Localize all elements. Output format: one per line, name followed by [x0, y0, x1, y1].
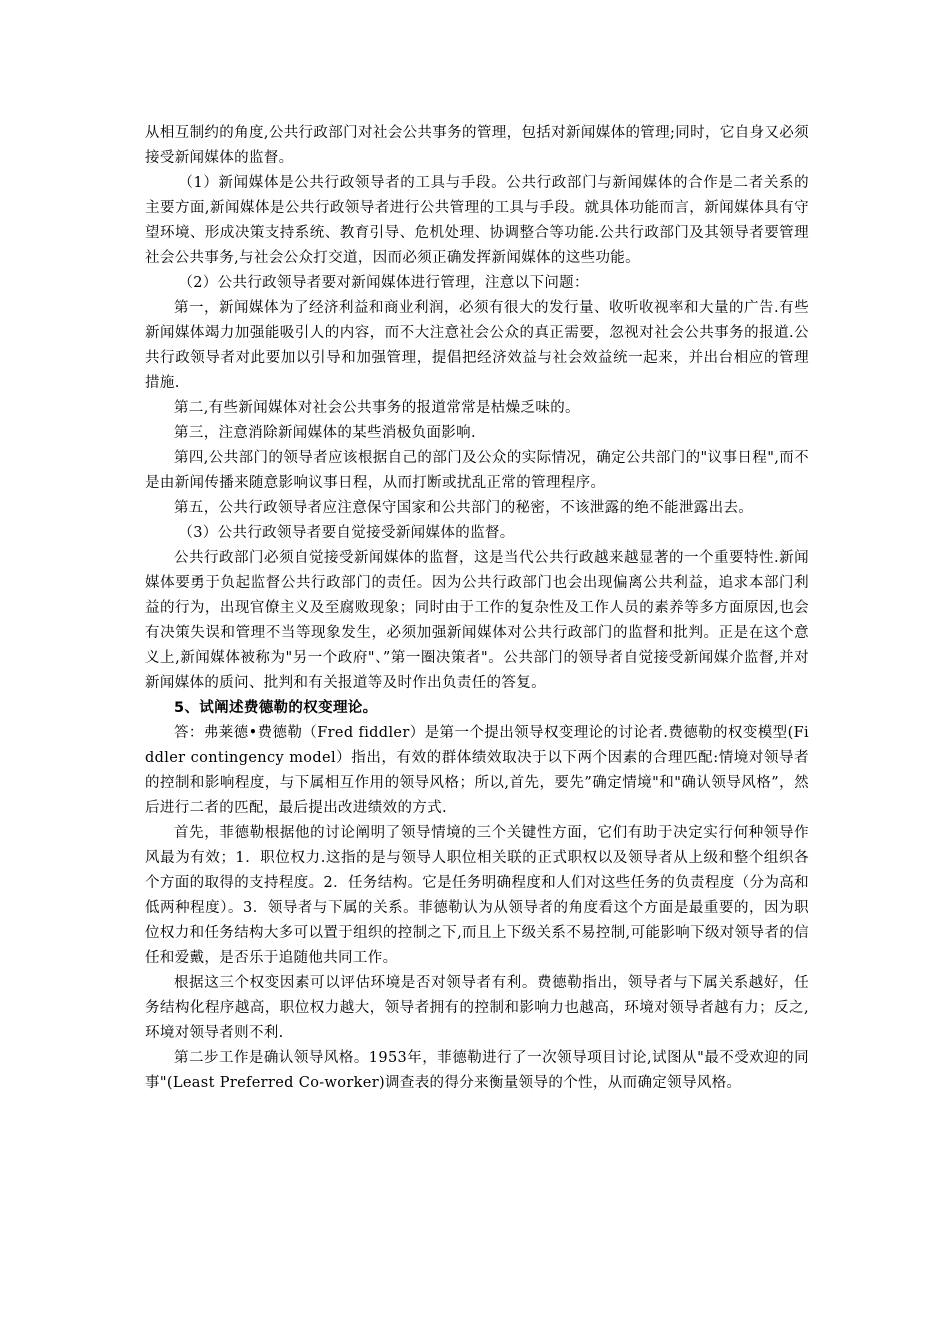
paragraph-point-3: （3）公共行政领导者要自觉接受新闻媒体的监督。: [178, 525, 515, 541]
paragraph-step-two: 第二步工作是确认领导风格。1953年，菲德勒进行了一次领导项目讨论,试图从"最不受欢迎的同事"(Least Preferred Co-worker)调查表的得分来衡量领导的个性，从而确定领导风格。: [145, 1050, 809, 1091]
paragraph-situation-factors: 首先，菲德勒根据他的讨论阐明了领导情境的三个关键性方面，它们有助于决定实行何种领导作风最为有效；1．职位权力.这指的是与领导人职位相关联的正式职权以及领导者从上级和整个组织各个方面的取得的支持程度。2．任务结构。它是任务明确程度和人们对这些任务的负责程度（分为高和低两种程度）。3．领导者与下属的关系。菲德勒认为从领导者的角度看这个方面是最重要的，因为职位权力和任务结构大多可以置于组织的控制之下,而且上下级关系不易控制,可能影响下级对领导者的信任和爱戴，是否乐于追随他共同工作。: [145, 825, 809, 966]
paragraph-answer: 答：弗莱德•费德勒（Fred fiddler）是第一个提出领导权变理论的讨论者.费德勒的权变模型(Fiddler contingency model）指出，有效的群体绩效取决于以下两个因素的合理匹配:情境对领导者的控制和影响程度，与下属相互作用的领导风格；所以,首先，要先”确定情境"和"确认领导风格”，然后进行二者的匹配，最后提出改进绩效的方式.: [145, 725, 809, 816]
paragraph-supervision: 公共行政部门必须自觉接受新闻媒体的监督，这是当代公共行政越来越显著的一个重要特性.新闻媒体要勇于负起监督公共行政部门的责任。因为公共行政部门也会出现偏离公共利益，追求本部门利益的行为，出现官僚主义及至腐败现象；同时由于工作的复杂性及工作人员的素养等多方面原因,也会有决策失误和管理不当等现象发生，必须加强新闻媒体对公共行政部门的监督和批判。正是在这个意义上,新闻媒体被称为"另一个政府"、”第一圈决策者"。公共部门的领导者自觉接受新闻媒介监督,并对新闻媒体的质问、批判和有关报道等及时作出负责任的答复。: [145, 550, 809, 691]
paragraph-evaluation: 根据这三个权变因素可以评估环境是否对领导者有利。费德勒指出，领导者与下属关系越好，任务结构化程序越高，职位权力越大，领导者拥有的控制和影响力也越高，环境对领导者越有力；反之,环境对领导者则不利.: [145, 975, 809, 1041]
document-page: [145, 121, 809, 1096]
paragraph-fifth: 第五，公共行政领导者应注意保守国家和公共部门的秘密，不该泄露的绝不能泄露出去。: [174, 500, 754, 516]
paragraph-intro: 从相互制约的角度,公共行政部门对社会公共事务的管理，包括对新闻媒体的管理;同时，它自身又必须接受新闻媒体的监督。: [145, 125, 809, 166]
paragraph-first: 第一，新闻媒体为了经济利益和商业利润，必须有很大的发行量、收听收视率和大量的广告.有些新闻媒体竭力加强能吸引人的内容，而不大注意社会公众的真正需要，忽视对社会公共事务的报道.公共行政领导者对此要加以引导和加强管理，提倡把经济效益与社会效益统一起来，并出台相应的管理措施.: [145, 300, 809, 391]
paragraph-point-1: （1）新闻媒体是公共行政领导者的工具与手段。公共行政部门与新闻媒体的合作是二者关系的主要方面,新闻媒体是公共行政领导者进行公共管理的工具与手段。就具体功能而言，新闻媒体具有守望环境、形成决策支持系统、教育引导、危机处理、协调整合等功能.公共行政部门及其领导者要管理社会公共事务,与社会公众打交道，因而必须正确发挥新闻媒体的这些功能。: [145, 175, 809, 266]
paragraph-point-2: （2）公共行政领导者要对新闻媒体进行管理，注意以下问题：: [178, 275, 589, 291]
question-heading: 5、试阐述费德勒的权变理论。: [174, 700, 378, 716]
paragraph-second: 第二,有些新闻媒体对社会公共事务的报道常常是枯燥乏味的。: [174, 400, 580, 416]
paragraph-third: 第三，注意消除新闻媒体的某些消极负面影响.: [174, 425, 476, 441]
paragraph-fourth: 第四,公共部门的领导者应该根据自己的部门及公众的实际情况，确定公共部门的"议事日程",而不是由新闻传播来随意影响议事日程，从而打断或扰乱正常的管理程序。: [145, 450, 809, 491]
